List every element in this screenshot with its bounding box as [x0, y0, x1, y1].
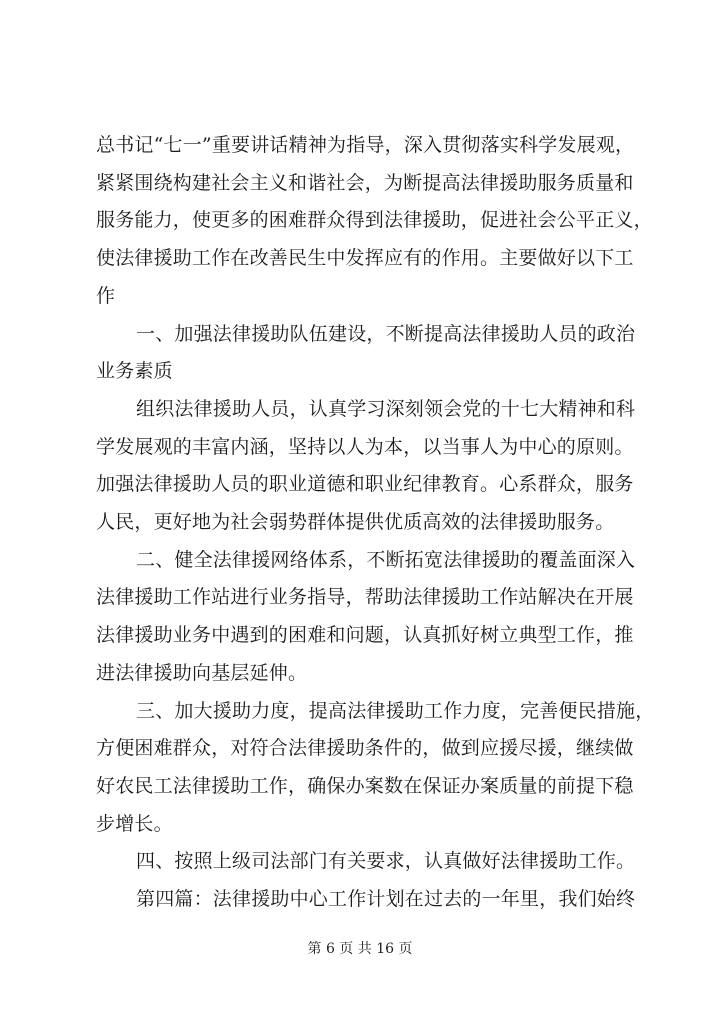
- text-line: 使法律援助工作在改善民生中发挥应有的作用。主要做好以下工: [96, 247, 634, 269]
- paragraph-start: 组织法律援助人员，认真学习深刻领会党的十七大精神和科: [136, 398, 636, 420]
- text-line: 法律援助业务中遇到的困难和问题，认真抓好树立典型工作，推: [96, 624, 634, 646]
- page-footer: 第 6 页 共 16 页: [307, 941, 413, 957]
- text-line: 人民，更好地为社会弱势群体提供优质高效的法律援助服务。: [96, 511, 615, 533]
- text-line: 加强法律援助人员的职业道德和职业纪律教育。心系群众，服务: [96, 473, 634, 495]
- text-line: 步增长。: [96, 813, 173, 835]
- text-line: 业务素质: [96, 360, 173, 382]
- text-line: 方便困难群众，对符合法律援助条件的，做到应援尽援，继续做: [96, 737, 634, 759]
- text-line: 进法律援助向基层延伸。: [96, 662, 308, 684]
- section-heading-2: 二、健全法律援网络体系，不断拓宽法律援助的覆盖面深入: [136, 549, 636, 571]
- text-line: 法律援助工作站进行业务指导，帮助法律援助工作站解决在开展: [96, 586, 634, 608]
- text-line: 服务能力，使更多的困难群众得到法律援助，促进社会公平正义，: [96, 209, 653, 231]
- next-article-intro: 第四篇：法律援助中心工作计划在过去的一年里，我们始终: [136, 888, 636, 910]
- text-line: 总书记“七一”重要讲话精神为指导，深入贯彻落实科学发展观，: [96, 134, 635, 156]
- text-line: 紧紧围绕构建社会主义和谐社会，为断提高法律援助服务质量和: [96, 172, 634, 194]
- section-heading-3: 三、加大援助力度，提高法律援助工作力度，完善便民措施，: [136, 700, 655, 722]
- text-line: 好农民工法律援助工作，确保办案数在保证办案质量的前提下稳: [96, 775, 634, 797]
- text-line: 作: [96, 285, 116, 307]
- text-line: 学发展观的丰富内涵，坚持以人为本，以当事人为中心的原则。: [96, 436, 634, 458]
- section-heading-1: 一、加强法律援助队伍建设，不断提高法律援助人员的政治: [136, 323, 636, 345]
- section-heading-4: 四、按照上级司法部门有关要求，认真做好法律援助工作。: [136, 850, 636, 872]
